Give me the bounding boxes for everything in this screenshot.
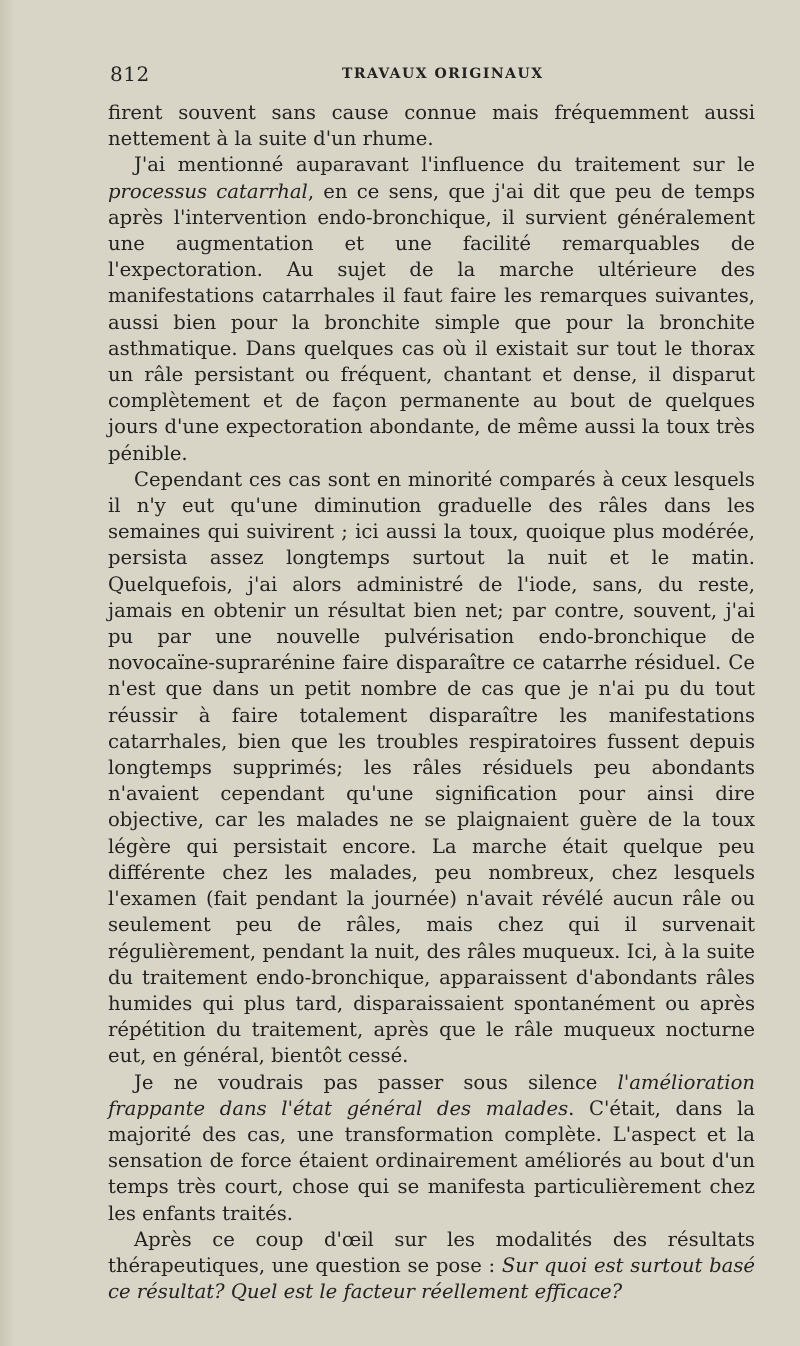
- text-segment: J'ai mentionné auparavant l'influence du traitement sur le: [134, 153, 755, 177]
- paragraph-2: [108, 152, 755, 466]
- text-segment: . C'était, dans la majorité des cas, une transformation complète. L'aspect et la sensation de force étaient ordinairement améliorés au bout d'un temps très court, chose qui se manifesta particulièrement chez les enfants traités.: [108, 1096, 755, 1225]
- paragraph-1: [108, 100, 755, 152]
- italic-segment: Sur quoi est surtout basé ce résultat? Quel est le facteur réellement efficace?: [108, 1253, 756, 1304]
- italic-segment: l'amélioration frappante dans l'état général des malades: [108, 1070, 755, 1120]
- page-number: 812: [110, 62, 150, 86]
- text-segment: , en ce sens, que j'ai dit que peu de temps après l'intervention endo-bronchique, il survient généralement une augmentation et une facilité remarquables de l'expectoration. Au sujet de la marche ultérieure des manifestations catarrhales il faut faire les remarques suivantes, aussi bien pour la bronchite simple que pour la bronchite asthmatique. Dans quelques cas où il existait sur tout le thorax un râle persistant ou fréquent, chantant et dense, il disparut complètement et de façon permanente au bout de quelques jours d'une expectoration abondante, de même aussi la toux très pénible.: [108, 179, 755, 465]
- italic-segment: processus catarrhal: [108, 179, 308, 203]
- paragraph-4: [108, 1070, 755, 1227]
- text-segment: firent souvent sans cause connue mais fréquemment aussi nettement à la suite d'un rhume.: [108, 101, 755, 151]
- running-head: TRAVAUX ORIGINAUX: [342, 66, 544, 82]
- text-segment: Cependant ces cas sont en minorité comparés à ceux lesquels il n'y eut qu'une diminution graduelle des râles dans les semaines qui suivirent ; ici aussi la toux, quoique plus modérée, persista assez longtemps surtout la nuit et le matin. Quelquefois, j'ai alors administré de l'iode, sans, du reste, jamais en obtenir un résultat bien net; par contre, souvent, j'ai pu par une nouvelle pulvérisation endo-bronchique de novocaïne-suprarénine faire disparaître ce catarrhe résiduel. Ce n'est que dans un petit nombre de cas que je n'ai pu du tout réussir à faire totalement disparaître les manifestations catarrhales, bien que les troubles respiratoires fussent depuis longtemps supprimés; les râles résiduels peu abondants n'avaient cependant qu'une signification pour ainsi dire objective, car les malades ne se plaignaient guère de la toux légère qui persistait encore. La marche était quelque peu différente chez les malades, peu nombreux, chez lesquels l'examen (fait pendant la journée) n'avait révélé aucun râle ou seulement peu de râles, mais chez qui il survenait régulièrement, pendant la nuit, des râles muqueux. Ici, à la suite du traitement endo-bronchique, apparaissent d'abondants râles humides qui plus tard, disparaissaient spontanément ou après répétition du traitement, après que le râle muqueux nocturne eut, en général, bientôt cessé.: [108, 467, 755, 1068]
- text-segment: Je ne voudrais pas passer sous silence: [134, 1070, 618, 1094]
- body-text: [108, 100, 755, 1305]
- text-segment: Après ce coup d'œil sur les modalités des résultats thérapeutiques, une question se pose :: [108, 1227, 755, 1277]
- page-header: [110, 62, 760, 86]
- paragraph-5: [108, 1227, 755, 1306]
- paragraph-3: [108, 467, 755, 1070]
